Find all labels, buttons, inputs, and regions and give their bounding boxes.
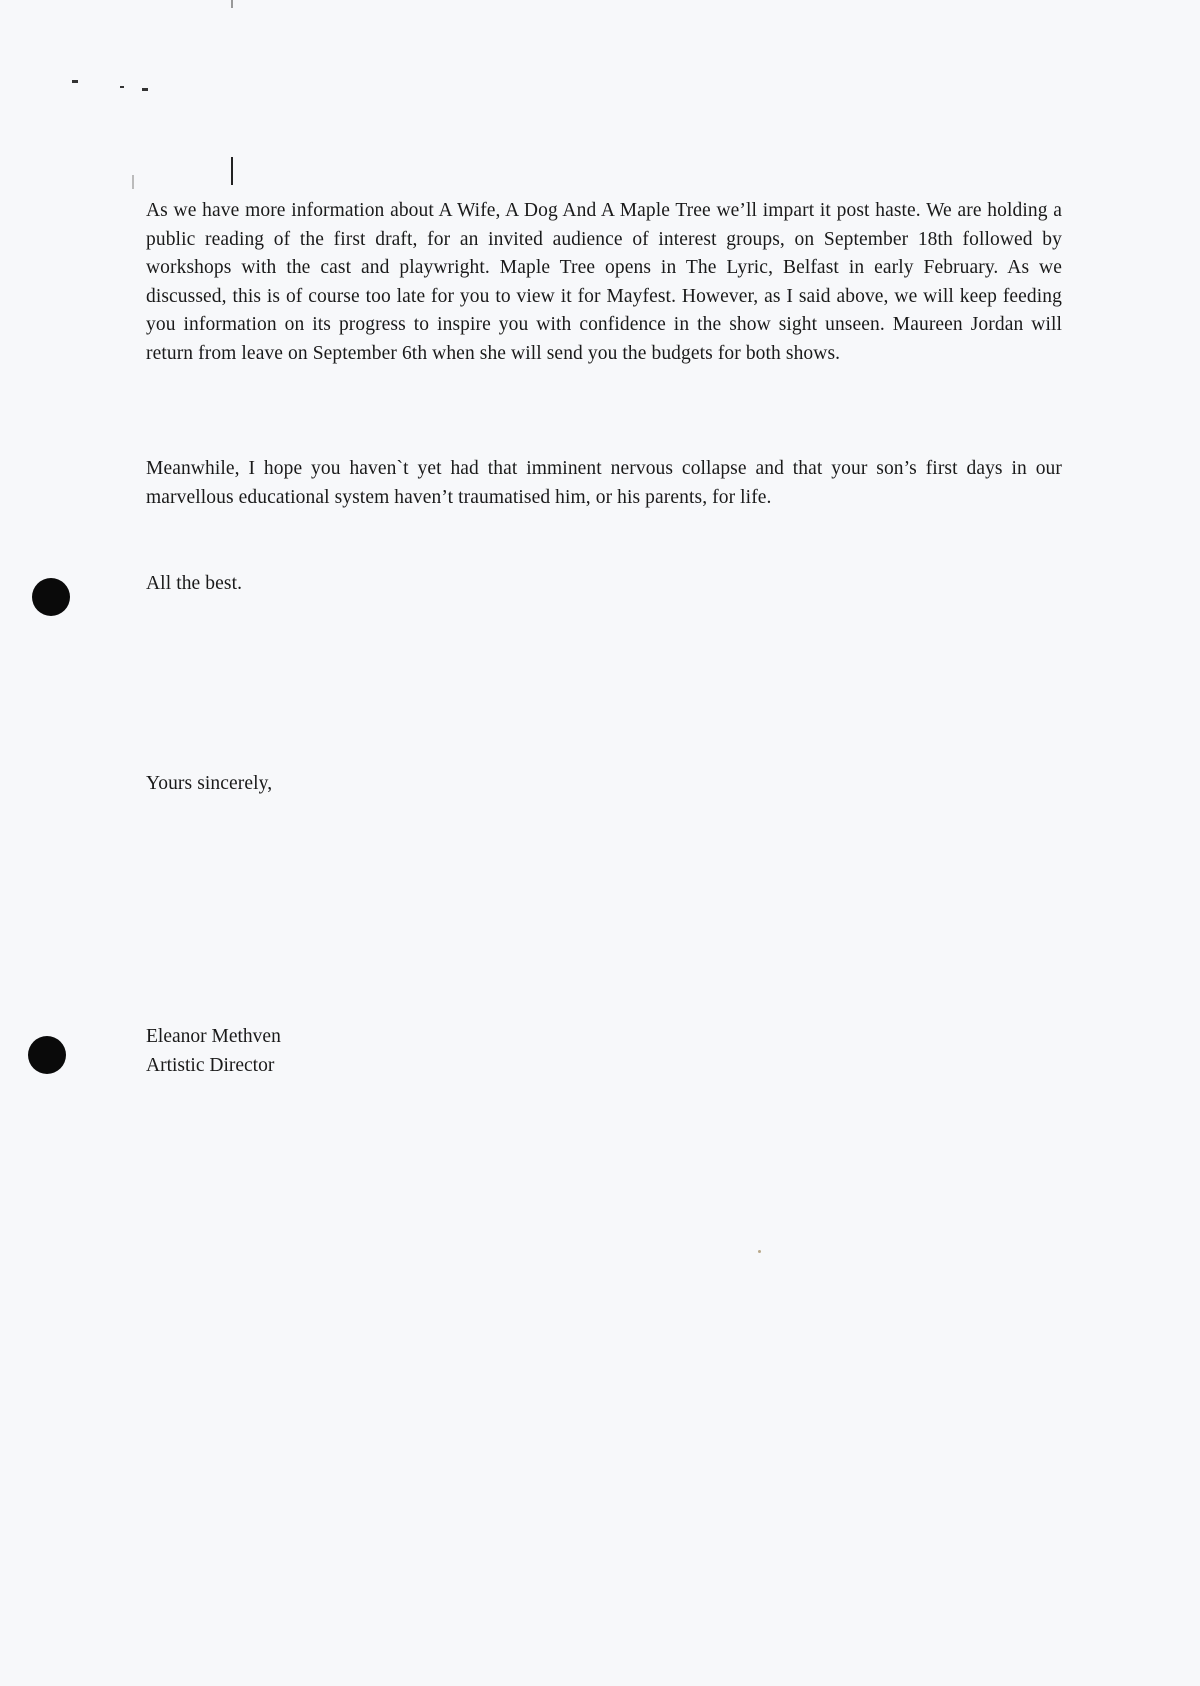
closing-wish: All the best. bbox=[146, 573, 243, 594]
margin-mark bbox=[231, 157, 233, 185]
scan-mark bbox=[72, 80, 78, 83]
signatory-name: Eleanor Methven bbox=[146, 1026, 281, 1047]
scan-mark bbox=[132, 175, 134, 189]
punch-hole bbox=[32, 578, 70, 616]
scan-mark bbox=[142, 88, 148, 91]
body-paragraph-2: Meanwhile, I hope you haven`t yet had that imminent nervous collapse and that your son’s first days in our marvellous educational system haven’t traumatised him, or his parents, for life. bbox=[146, 458, 1062, 508]
valediction: Yours sincerely, bbox=[146, 773, 273, 794]
scan-mark bbox=[231, 0, 233, 8]
scan-speck bbox=[758, 1250, 761, 1253]
body-paragraph-1: As we have more information about A Wife, A Dog And A Maple Tree we’ll impart it post haste. We are holding a public reading of the first draft, for an invited audience of interest groups, on September 18th followed by workshops with the cast and playwright. Maple Tree opens in The Lyric, Belfast in early February. As we discussed, this is of course too late for you to view it for Mayfest. However, as I said above, we will keep feeding you information on its progress to inspire you with confidence in the show sight unseen. Maureen Jordan will return from leave on September 6th when she will send you the budgets for both shows. bbox=[146, 200, 1062, 364]
scan-mark bbox=[120, 86, 124, 88]
punch-hole bbox=[28, 1036, 66, 1074]
signature-block bbox=[146, 1022, 281, 1080]
signatory-title: Artistic Director bbox=[146, 1055, 275, 1076]
